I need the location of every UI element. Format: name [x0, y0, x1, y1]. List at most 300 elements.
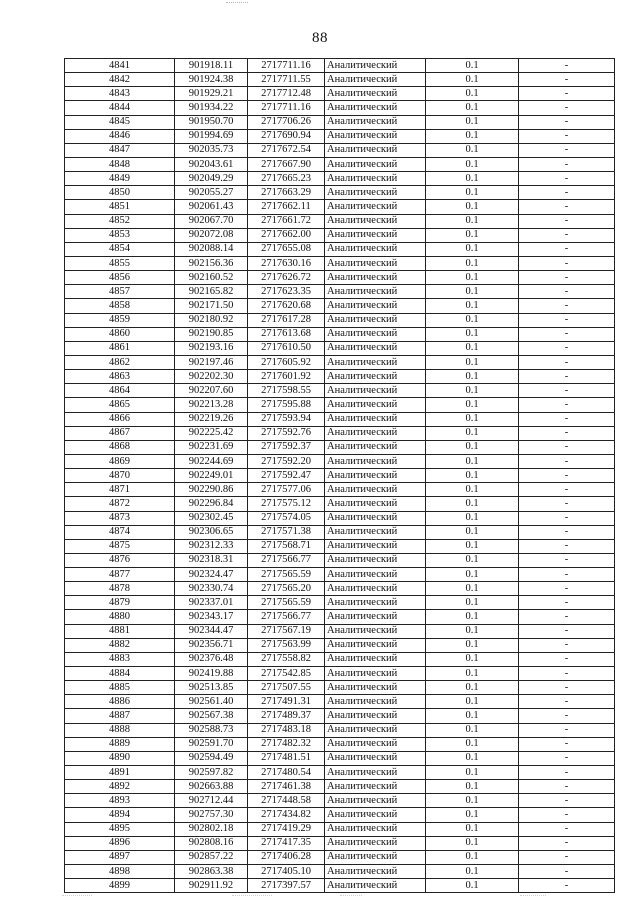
- point-number-cell: 4886: [65, 695, 175, 709]
- y-coordinate-cell: 2717626.72: [248, 271, 325, 285]
- accuracy-cell: 0.1: [426, 652, 519, 666]
- point-number-cell: 4895: [65, 822, 175, 836]
- y-coordinate-cell: 2717605.92: [248, 355, 325, 369]
- table-row: [65, 667, 615, 681]
- x-coordinate-cell: 902244.69: [175, 454, 248, 468]
- table-row: [65, 440, 615, 454]
- accuracy-cell: 0.1: [426, 723, 519, 737]
- note-cell: -: [519, 285, 615, 299]
- y-coordinate-cell: 2717481.51: [248, 751, 325, 765]
- note-cell: -: [519, 398, 615, 412]
- method-cell: Аналитический: [325, 737, 426, 751]
- table-row: [65, 157, 615, 171]
- accuracy-cell: 0.1: [426, 214, 519, 228]
- x-coordinate-cell: 902296.84: [175, 497, 248, 511]
- x-coordinate-cell: 902597.82: [175, 766, 248, 780]
- accuracy-cell: 0.1: [426, 299, 519, 313]
- point-number-cell: 4856: [65, 271, 175, 285]
- method-cell: Аналитический: [325, 355, 426, 369]
- x-coordinate-cell: 902072.08: [175, 228, 248, 242]
- note-cell: -: [519, 667, 615, 681]
- table-row: [65, 313, 615, 327]
- table-row: [65, 681, 615, 695]
- point-number-cell: 4848: [65, 157, 175, 171]
- note-cell: -: [519, 157, 615, 171]
- note-cell: -: [519, 59, 615, 73]
- table-row: [65, 370, 615, 384]
- x-coordinate-cell: 902156.36: [175, 256, 248, 270]
- page-number: 88: [312, 30, 328, 46]
- method-cell: Аналитический: [325, 440, 426, 454]
- accuracy-cell: 0.1: [426, 242, 519, 256]
- note-cell: -: [519, 582, 615, 596]
- table-row: [65, 865, 615, 879]
- note-cell: -: [519, 822, 615, 836]
- table-row: [65, 200, 615, 214]
- accuracy-cell: 0.1: [426, 186, 519, 200]
- x-coordinate-cell: 902306.65: [175, 525, 248, 539]
- note-cell: -: [519, 723, 615, 737]
- method-cell: Аналитический: [325, 370, 426, 384]
- point-number-cell: 4843: [65, 87, 175, 101]
- point-number-cell: 4866: [65, 412, 175, 426]
- point-number-cell: 4889: [65, 737, 175, 751]
- table-row: [65, 398, 615, 412]
- note-cell: -: [519, 596, 615, 610]
- method-cell: Аналитический: [325, 384, 426, 398]
- accuracy-cell: 0.1: [426, 865, 519, 879]
- point-number-cell: 4880: [65, 610, 175, 624]
- y-coordinate-cell: 2717566.77: [248, 610, 325, 624]
- table-row: [65, 228, 615, 242]
- note-cell: -: [519, 751, 615, 765]
- accuracy-cell: 0.1: [426, 101, 519, 115]
- accuracy-cell: 0.1: [426, 822, 519, 836]
- note-cell: -: [519, 242, 615, 256]
- table-row: [65, 638, 615, 652]
- y-coordinate-cell: 2717595.88: [248, 398, 325, 412]
- accuracy-cell: 0.1: [426, 610, 519, 624]
- accuracy-cell: 0.1: [426, 384, 519, 398]
- point-number-cell: 4881: [65, 624, 175, 638]
- y-coordinate-cell: 2717617.28: [248, 313, 325, 327]
- note-cell: -: [519, 879, 615, 893]
- table-row: [65, 539, 615, 553]
- y-coordinate-cell: 2717566.77: [248, 553, 325, 567]
- x-coordinate-cell: 902231.69: [175, 440, 248, 454]
- table-row: [65, 652, 615, 666]
- accuracy-cell: 0.1: [426, 737, 519, 751]
- x-coordinate-cell: 902324.47: [175, 568, 248, 582]
- y-coordinate-cell: 2717565.59: [248, 568, 325, 582]
- accuracy-cell: 0.1: [426, 200, 519, 214]
- point-number-cell: 4857: [65, 285, 175, 299]
- note-cell: -: [519, 370, 615, 384]
- note-cell: -: [519, 836, 615, 850]
- y-coordinate-cell: 2717662.00: [248, 228, 325, 242]
- y-coordinate-cell: 2717630.16: [248, 256, 325, 270]
- note-cell: -: [519, 299, 615, 313]
- x-coordinate-cell: 902863.38: [175, 865, 248, 879]
- point-number-cell: 4892: [65, 780, 175, 794]
- x-coordinate-cell: 902857.22: [175, 850, 248, 864]
- accuracy-cell: 0.1: [426, 568, 519, 582]
- note-cell: -: [519, 129, 615, 143]
- accuracy-cell: 0.1: [426, 483, 519, 497]
- x-coordinate-cell: 902712.44: [175, 794, 248, 808]
- point-number-cell: 4842: [65, 73, 175, 87]
- accuracy-cell: 0.1: [426, 667, 519, 681]
- point-number-cell: 4884: [65, 667, 175, 681]
- y-coordinate-cell: 2717542.85: [248, 667, 325, 681]
- table-row: [65, 384, 615, 398]
- note-cell: -: [519, 780, 615, 794]
- table-row: [65, 737, 615, 751]
- table-row: [65, 271, 615, 285]
- point-number-cell: 4863: [65, 370, 175, 384]
- x-coordinate-cell: 902337.01: [175, 596, 248, 610]
- accuracy-cell: 0.1: [426, 624, 519, 638]
- y-coordinate-cell: 2717620.68: [248, 299, 325, 313]
- accuracy-cell: 0.1: [426, 695, 519, 709]
- note-cell: -: [519, 228, 615, 242]
- x-coordinate-cell: 902193.16: [175, 341, 248, 355]
- y-coordinate-cell: 2717711.16: [248, 101, 325, 115]
- method-cell: Аналитический: [325, 511, 426, 525]
- x-coordinate-cell: 902055.27: [175, 186, 248, 200]
- note-cell: -: [519, 73, 615, 87]
- method-cell: Аналитический: [325, 483, 426, 497]
- y-coordinate-cell: 2717601.92: [248, 370, 325, 384]
- point-number-cell: 4847: [65, 143, 175, 157]
- y-coordinate-cell: 2717592.37: [248, 440, 325, 454]
- x-coordinate-cell: 902561.40: [175, 695, 248, 709]
- accuracy-cell: 0.1: [426, 539, 519, 553]
- point-number-cell: 4841: [65, 59, 175, 73]
- y-coordinate-cell: 2717480.54: [248, 766, 325, 780]
- table-row: [65, 596, 615, 610]
- y-coordinate-cell: 2717592.47: [248, 469, 325, 483]
- note-cell: -: [519, 313, 615, 327]
- point-number-cell: 4877: [65, 568, 175, 582]
- method-cell: Аналитический: [325, 157, 426, 171]
- method-cell: Аналитический: [325, 242, 426, 256]
- table-row: [65, 511, 615, 525]
- method-cell: Аналитический: [325, 327, 426, 341]
- x-coordinate-cell: 902594.49: [175, 751, 248, 765]
- y-coordinate-cell: 2717577.06: [248, 483, 325, 497]
- scan-artifact: [232, 895, 272, 899]
- x-coordinate-cell: 902197.46: [175, 355, 248, 369]
- method-cell: Аналитический: [325, 794, 426, 808]
- accuracy-cell: 0.1: [426, 143, 519, 157]
- note-cell: -: [519, 483, 615, 497]
- table-row: [65, 341, 615, 355]
- y-coordinate-cell: 2717406.28: [248, 850, 325, 864]
- point-number-cell: 4875: [65, 539, 175, 553]
- y-coordinate-cell: 2717711.55: [248, 73, 325, 87]
- point-number-cell: 4894: [65, 808, 175, 822]
- y-coordinate-cell: 2717665.23: [248, 172, 325, 186]
- method-cell: Аналитический: [325, 638, 426, 652]
- x-coordinate-cell: 902043.61: [175, 157, 248, 171]
- method-cell: Аналитический: [325, 766, 426, 780]
- point-number-cell: 4899: [65, 879, 175, 893]
- table-row: [65, 794, 615, 808]
- accuracy-cell: 0.1: [426, 469, 519, 483]
- accuracy-cell: 0.1: [426, 355, 519, 369]
- point-number-cell: 4861: [65, 341, 175, 355]
- note-cell: -: [519, 766, 615, 780]
- table-row: [65, 285, 615, 299]
- y-coordinate-cell: 2717483.18: [248, 723, 325, 737]
- table-row: [65, 879, 615, 893]
- accuracy-cell: 0.1: [426, 836, 519, 850]
- method-cell: Аналитический: [325, 341, 426, 355]
- accuracy-cell: 0.1: [426, 59, 519, 73]
- accuracy-cell: 0.1: [426, 709, 519, 723]
- x-coordinate-cell: 902171.50: [175, 299, 248, 313]
- method-cell: Аналитический: [325, 568, 426, 582]
- y-coordinate-cell: 2717662.11: [248, 200, 325, 214]
- table-row: [65, 73, 615, 87]
- point-number-cell: 4862: [65, 355, 175, 369]
- note-cell: -: [519, 440, 615, 454]
- y-coordinate-cell: 2717507.55: [248, 681, 325, 695]
- x-coordinate-cell: 902088.14: [175, 242, 248, 256]
- note-cell: -: [519, 808, 615, 822]
- point-number-cell: 4896: [65, 836, 175, 850]
- note-cell: -: [519, 850, 615, 864]
- table-row: [65, 172, 615, 186]
- x-coordinate-cell: 902663.88: [175, 780, 248, 794]
- y-coordinate-cell: 2717574.05: [248, 511, 325, 525]
- accuracy-cell: 0.1: [426, 271, 519, 285]
- table-row: [65, 143, 615, 157]
- x-coordinate-cell: 902190.85: [175, 327, 248, 341]
- accuracy-cell: 0.1: [426, 426, 519, 440]
- note-cell: -: [519, 511, 615, 525]
- accuracy-cell: 0.1: [426, 129, 519, 143]
- point-number-cell: 4891: [65, 766, 175, 780]
- table-row: [65, 256, 615, 270]
- method-cell: Аналитический: [325, 709, 426, 723]
- y-coordinate-cell: 2717567.19: [248, 624, 325, 638]
- method-cell: Аналитический: [325, 59, 426, 73]
- table-row: [65, 59, 615, 73]
- method-cell: Аналитический: [325, 525, 426, 539]
- table-row: [65, 115, 615, 129]
- y-coordinate-cell: 2717593.94: [248, 412, 325, 426]
- accuracy-cell: 0.1: [426, 256, 519, 270]
- y-coordinate-cell: 2717461.38: [248, 780, 325, 794]
- y-coordinate-cell: 2717568.71: [248, 539, 325, 553]
- y-coordinate-cell: 2717405.10: [248, 865, 325, 879]
- accuracy-cell: 0.1: [426, 115, 519, 129]
- note-cell: -: [519, 341, 615, 355]
- point-number-cell: 4883: [65, 652, 175, 666]
- method-cell: Аналитический: [325, 186, 426, 200]
- table-row: [65, 525, 615, 539]
- note-cell: -: [519, 624, 615, 638]
- table-row: [65, 723, 615, 737]
- note-cell: -: [519, 681, 615, 695]
- accuracy-cell: 0.1: [426, 596, 519, 610]
- table-row: [65, 624, 615, 638]
- table-row: [65, 454, 615, 468]
- method-cell: Аналитический: [325, 539, 426, 553]
- accuracy-cell: 0.1: [426, 370, 519, 384]
- accuracy-cell: 0.1: [426, 794, 519, 808]
- point-number-cell: 4879: [65, 596, 175, 610]
- x-coordinate-cell: 902808.16: [175, 836, 248, 850]
- method-cell: Аналитический: [325, 681, 426, 695]
- accuracy-cell: 0.1: [426, 511, 519, 525]
- method-cell: Аналитический: [325, 553, 426, 567]
- note-cell: -: [519, 384, 615, 398]
- table-row: [65, 87, 615, 101]
- accuracy-cell: 0.1: [426, 398, 519, 412]
- table-row: [65, 780, 615, 794]
- x-coordinate-cell: 902035.73: [175, 143, 248, 157]
- table-row: [65, 242, 615, 256]
- point-number-cell: 4871: [65, 483, 175, 497]
- table-row: [65, 695, 615, 709]
- point-number-cell: 4865: [65, 398, 175, 412]
- table-row: [65, 553, 615, 567]
- point-number-cell: 4846: [65, 129, 175, 143]
- scan-artifact: [520, 895, 546, 899]
- x-coordinate-cell: 901918.11: [175, 59, 248, 73]
- scan-artifact: [226, 2, 248, 7]
- note-cell: -: [519, 115, 615, 129]
- method-cell: Аналитический: [325, 822, 426, 836]
- point-number-cell: 4898: [65, 865, 175, 879]
- y-coordinate-cell: 2717592.20: [248, 454, 325, 468]
- point-number-cell: 4859: [65, 313, 175, 327]
- x-coordinate-cell: 901994.69: [175, 129, 248, 143]
- method-cell: Аналитический: [325, 652, 426, 666]
- point-number-cell: 4876: [65, 553, 175, 567]
- y-coordinate-cell: 2717558.82: [248, 652, 325, 666]
- table-row: [65, 610, 615, 624]
- x-coordinate-cell: 902356.71: [175, 638, 248, 652]
- table-row: [65, 582, 615, 596]
- method-cell: Аналитический: [325, 313, 426, 327]
- method-cell: Аналитический: [325, 143, 426, 157]
- method-cell: Аналитический: [325, 497, 426, 511]
- y-coordinate-cell: 2717575.12: [248, 497, 325, 511]
- x-coordinate-cell: 902419.88: [175, 667, 248, 681]
- accuracy-cell: 0.1: [426, 808, 519, 822]
- method-cell: Аналитический: [325, 469, 426, 483]
- x-coordinate-cell: 901950.70: [175, 115, 248, 129]
- table-row: [65, 850, 615, 864]
- x-coordinate-cell: 901924.38: [175, 73, 248, 87]
- table-row: [65, 426, 615, 440]
- x-coordinate-cell: 902067.70: [175, 214, 248, 228]
- accuracy-cell: 0.1: [426, 341, 519, 355]
- note-cell: -: [519, 638, 615, 652]
- point-number-cell: 4893: [65, 794, 175, 808]
- y-coordinate-cell: 2717712.48: [248, 87, 325, 101]
- method-cell: Аналитический: [325, 129, 426, 143]
- y-coordinate-cell: 2717563.99: [248, 638, 325, 652]
- note-cell: -: [519, 186, 615, 200]
- method-cell: Аналитический: [325, 101, 426, 115]
- note-cell: -: [519, 794, 615, 808]
- point-number-cell: 4849: [65, 172, 175, 186]
- note-cell: -: [519, 525, 615, 539]
- method-cell: Аналитический: [325, 454, 426, 468]
- x-coordinate-cell: 902567.38: [175, 709, 248, 723]
- point-number-cell: 4888: [65, 723, 175, 737]
- note-cell: -: [519, 327, 615, 341]
- x-coordinate-cell: 902802.18: [175, 822, 248, 836]
- x-coordinate-cell: 902165.82: [175, 285, 248, 299]
- table-row: [65, 751, 615, 765]
- table-row: [65, 129, 615, 143]
- note-cell: -: [519, 695, 615, 709]
- accuracy-cell: 0.1: [426, 172, 519, 186]
- y-coordinate-cell: 2717613.68: [248, 327, 325, 341]
- point-number-cell: 4873: [65, 511, 175, 525]
- note-cell: -: [519, 469, 615, 483]
- note-cell: -: [519, 87, 615, 101]
- accuracy-cell: 0.1: [426, 313, 519, 327]
- table-row: [65, 214, 615, 228]
- method-cell: Аналитический: [325, 87, 426, 101]
- point-number-cell: 4870: [65, 469, 175, 483]
- note-cell: -: [519, 709, 615, 723]
- table-row: [65, 568, 615, 582]
- accuracy-cell: 0.1: [426, 681, 519, 695]
- x-coordinate-cell: 902225.42: [175, 426, 248, 440]
- point-number-cell: 4844: [65, 101, 175, 115]
- note-cell: -: [519, 172, 615, 186]
- y-coordinate-cell: 2717610.50: [248, 341, 325, 355]
- note-cell: -: [519, 101, 615, 115]
- x-coordinate-cell: 902160.52: [175, 271, 248, 285]
- y-coordinate-cell: 2717565.20: [248, 582, 325, 596]
- point-number-cell: 4845: [65, 115, 175, 129]
- method-cell: Аналитический: [325, 667, 426, 681]
- note-cell: -: [519, 865, 615, 879]
- y-coordinate-cell: 2717655.08: [248, 242, 325, 256]
- x-coordinate-cell: 902219.26: [175, 412, 248, 426]
- x-coordinate-cell: 902330.74: [175, 582, 248, 596]
- point-number-cell: 4855: [65, 256, 175, 270]
- y-coordinate-cell: 2717434.82: [248, 808, 325, 822]
- method-cell: Аналитический: [325, 426, 426, 440]
- method-cell: Аналитический: [325, 610, 426, 624]
- method-cell: Аналитический: [325, 299, 426, 313]
- point-number-cell: 4885: [65, 681, 175, 695]
- note-cell: -: [519, 143, 615, 157]
- note-cell: -: [519, 568, 615, 582]
- table-row: [65, 766, 615, 780]
- y-coordinate-cell: 2717419.29: [248, 822, 325, 836]
- y-coordinate-cell: 2717663.29: [248, 186, 325, 200]
- accuracy-cell: 0.1: [426, 850, 519, 864]
- y-coordinate-cell: 2717706.26: [248, 115, 325, 129]
- y-coordinate-cell: 2717571.38: [248, 525, 325, 539]
- method-cell: Аналитический: [325, 172, 426, 186]
- point-number-cell: 4878: [65, 582, 175, 596]
- x-coordinate-cell: 902180.92: [175, 313, 248, 327]
- x-coordinate-cell: 901934.22: [175, 101, 248, 115]
- note-cell: -: [519, 539, 615, 553]
